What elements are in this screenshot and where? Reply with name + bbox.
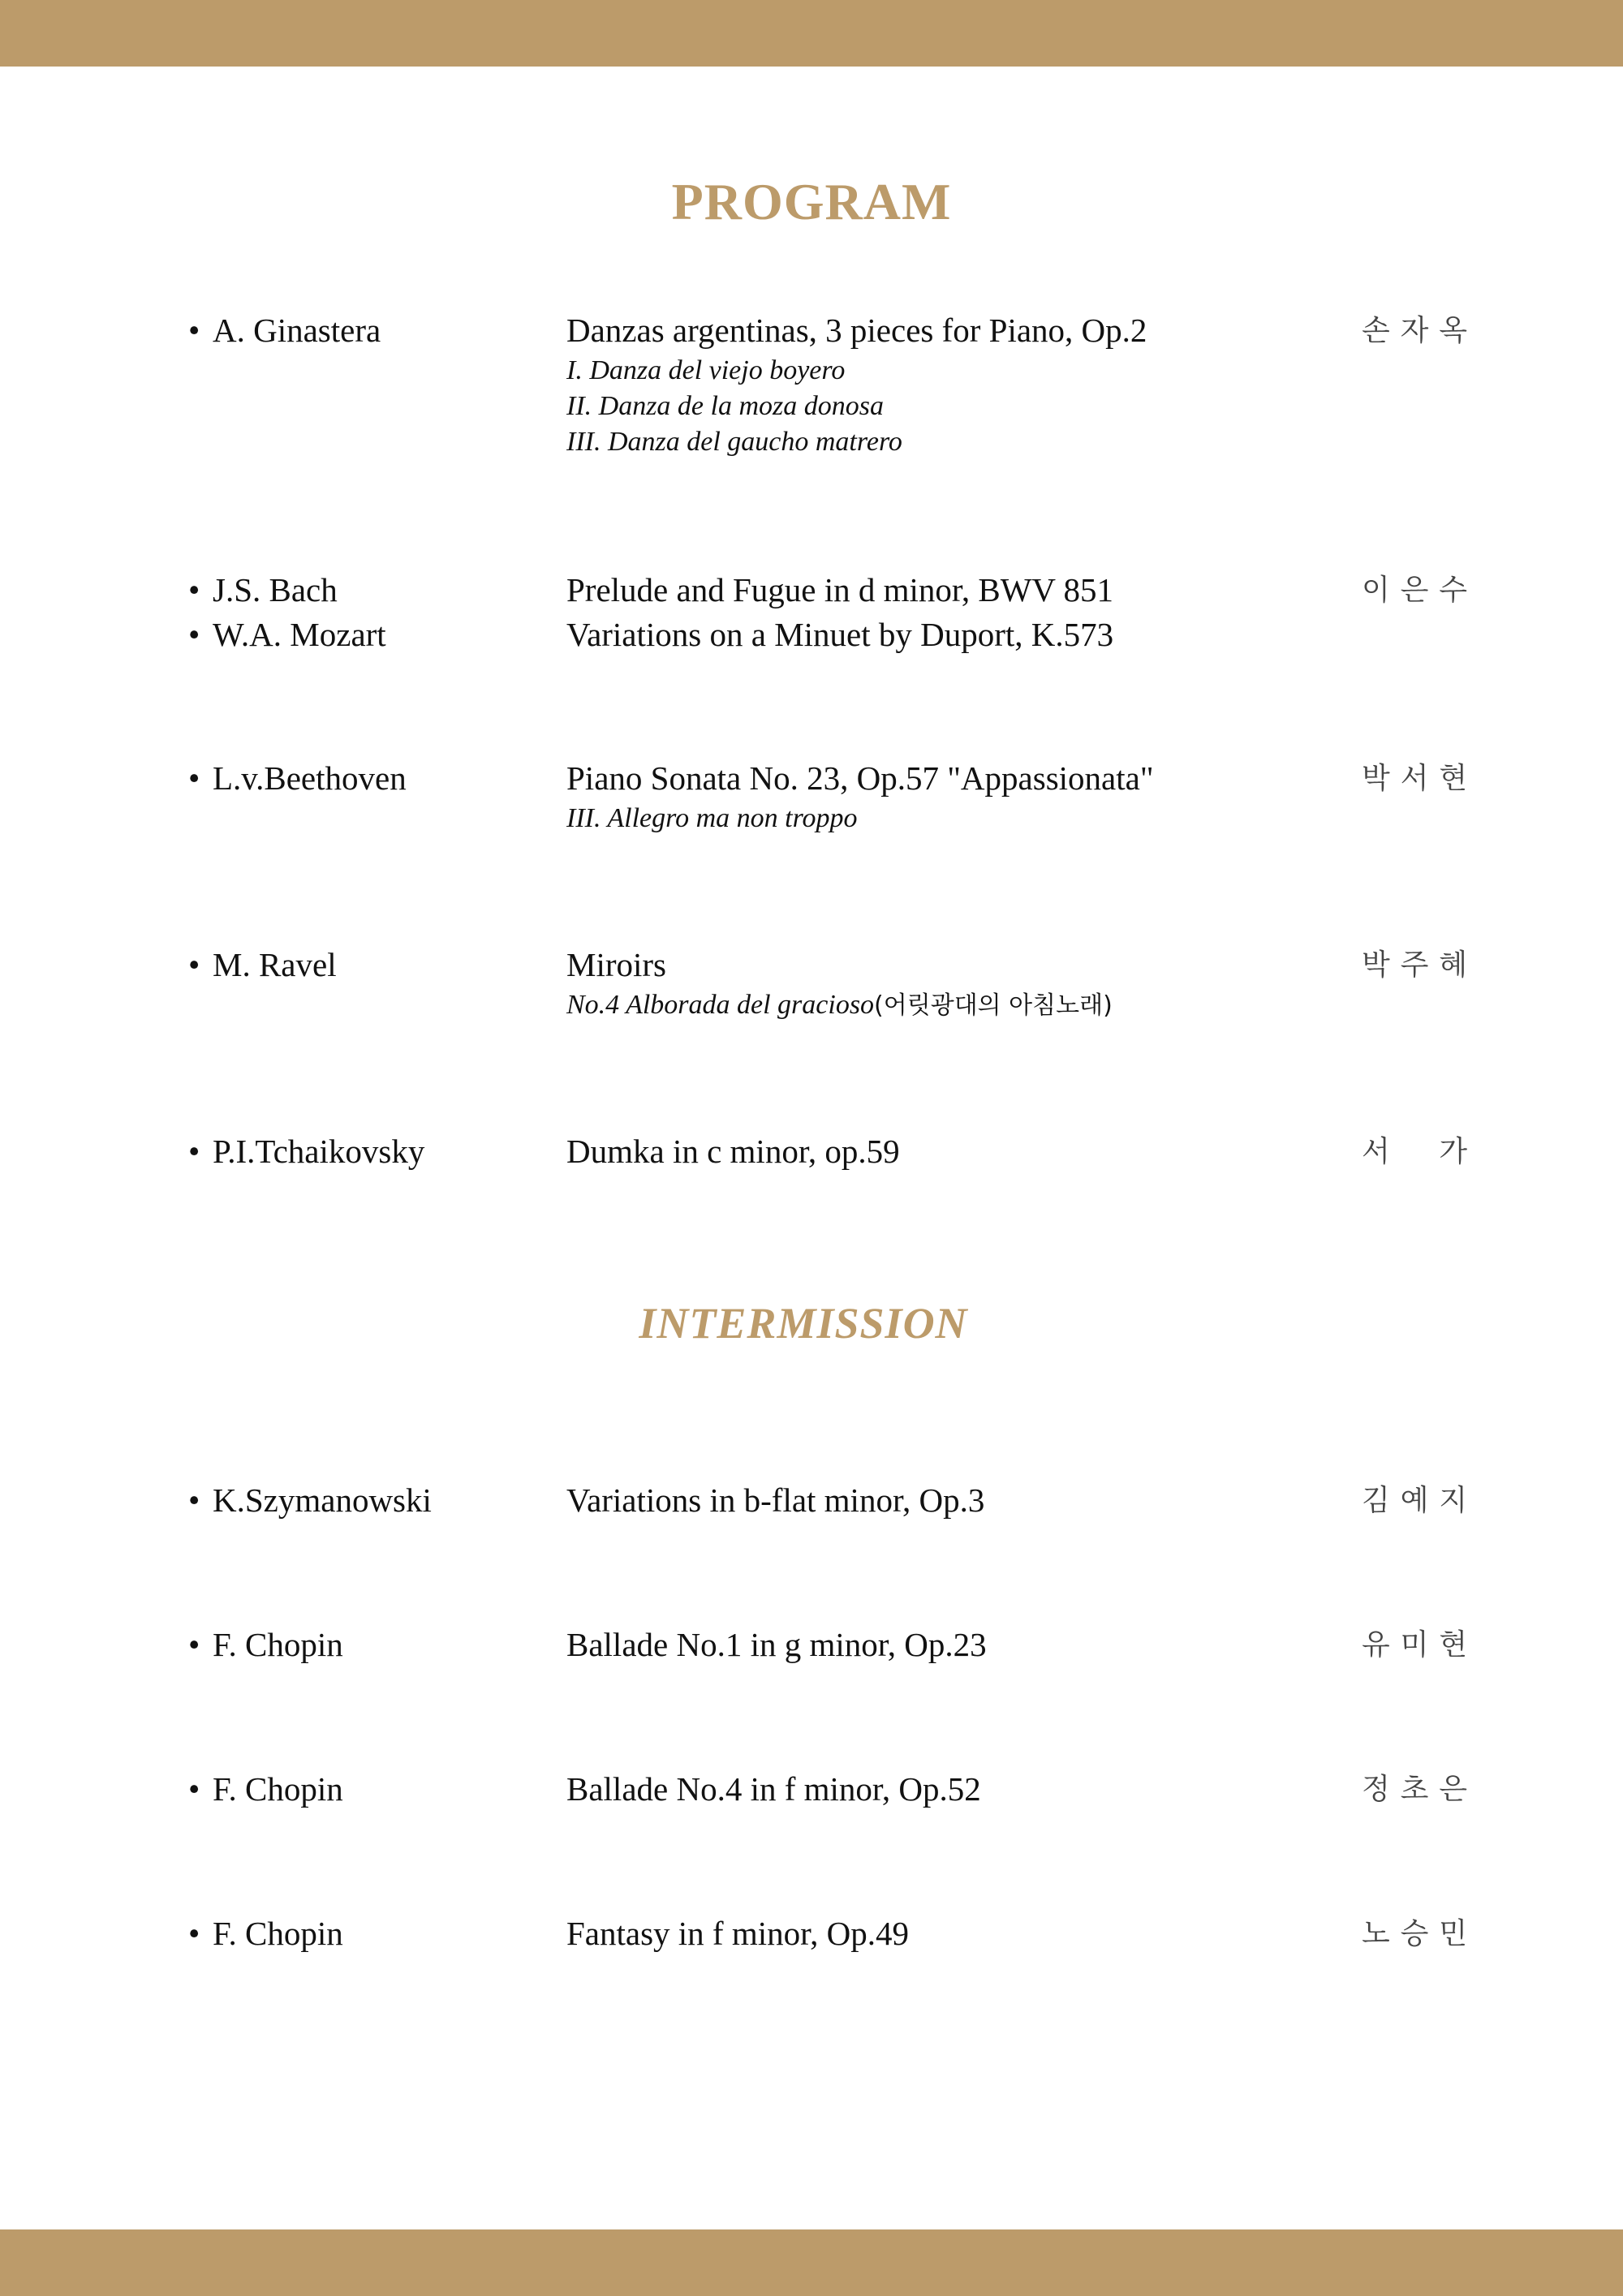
composer-list <box>188 568 386 657</box>
bullet: • <box>188 1770 200 1808</box>
composer-list <box>188 1129 424 1174</box>
work-title: Dumka in c minor, op.59 <box>566 1133 900 1170</box>
work-list <box>566 1767 981 1812</box>
bullet: • <box>188 312 200 349</box>
work-list <box>566 1478 984 1523</box>
composer-list <box>188 756 407 801</box>
movement <box>566 987 1113 1024</box>
composer-list <box>188 1911 343 1956</box>
performer-name: 박 주 혜 <box>1362 948 1467 982</box>
composer-name: • A. Ginastera <box>188 308 381 353</box>
performer-name: 손 자 옥 <box>1362 314 1467 347</box>
bottom-decorative-band <box>0 2229 1623 2296</box>
work-title: Fantasy in f minor, Op.49 <box>566 1915 909 1952</box>
bullet: • <box>188 1626 200 1663</box>
composer-list <box>188 1623 343 1667</box>
work-list <box>566 943 1113 1024</box>
composer-list <box>188 1478 432 1523</box>
work-title: Piano Sonata No. 23, Op.57 "Appassionata" <box>566 759 1154 797</box>
bullet: • <box>188 759 200 797</box>
work-list <box>566 1911 909 1956</box>
composer-name: • M. Ravel <box>188 943 337 987</box>
composer-list <box>188 943 337 987</box>
composer-name: • P.I.Tchaikovsky <box>188 1129 424 1174</box>
work-title: Miroirs <box>566 946 666 983</box>
movement-korean-subtitle: (어릿광대의 아침노래) <box>874 991 1113 1020</box>
bullet: • <box>188 616 200 653</box>
top-decorative-band <box>0 0 1623 67</box>
work-list <box>566 1129 900 1174</box>
performer-name: 유 미 현 <box>1362 1628 1467 1662</box>
performer-name: 박 서 현 <box>1362 762 1467 795</box>
bullet: • <box>188 1481 200 1519</box>
composer-list <box>188 1767 343 1812</box>
work-title: Ballade No.1 in g minor, Op.23 <box>566 1626 987 1663</box>
bullet: • <box>188 946 200 983</box>
performer-name: 정 초 은 <box>1362 1773 1467 1806</box>
composer-list <box>188 308 381 353</box>
composer-name: • F. Chopin <box>188 1911 343 1956</box>
movement: III. Allegro ma non troppo <box>566 803 858 833</box>
work-title: Variations on a Minuet by Duport, K.573 <box>566 616 1114 653</box>
movement: I. Danza del viejo boyero <box>566 355 846 385</box>
performer-name: 이 은 수 <box>1362 574 1467 607</box>
work-title: Danzas argentinas, 3 pieces for Piano, Op.2 <box>566 312 1147 349</box>
performer-name: 서 가 <box>1362 1135 1467 1168</box>
program-title: PROGRAM <box>671 173 952 230</box>
work-list <box>566 568 1113 657</box>
movement-title: No.4 Alborada del gracioso <box>566 990 875 1020</box>
work-title: Prelude and Fugue in d minor, BWV 851 <box>566 571 1114 608</box>
composer-name: • K.Szymanowski <box>188 1478 432 1523</box>
work-list <box>566 308 1147 460</box>
movement: II. Danza de la moza donosa <box>566 391 884 421</box>
movement: III. Danza del gaucho matrero <box>566 427 902 457</box>
bullet: • <box>188 1133 200 1170</box>
composer-name: • F. Chopin <box>188 1623 343 1667</box>
composer-name: • W.A. Mozart <box>188 613 386 657</box>
bullet: • <box>188 1915 200 1952</box>
work-list <box>566 756 1154 836</box>
composer-name: • J.S. Bach <box>188 568 386 613</box>
work-title: Variations in b-flat minor, Op.3 <box>566 1481 985 1519</box>
performer-name: 김 예 지 <box>1362 1484 1467 1517</box>
bullet: • <box>188 571 200 608</box>
work-list <box>566 1623 987 1667</box>
composer-name: • F. Chopin <box>188 1767 343 1812</box>
work-title: Ballade No.4 in f minor, Op.52 <box>566 1770 981 1808</box>
intermission-heading: INTERMISSION <box>639 1299 968 1348</box>
performer-name: 노 승 민 <box>1362 1917 1467 1950</box>
composer-name: • L.v.Beethoven <box>188 756 407 801</box>
